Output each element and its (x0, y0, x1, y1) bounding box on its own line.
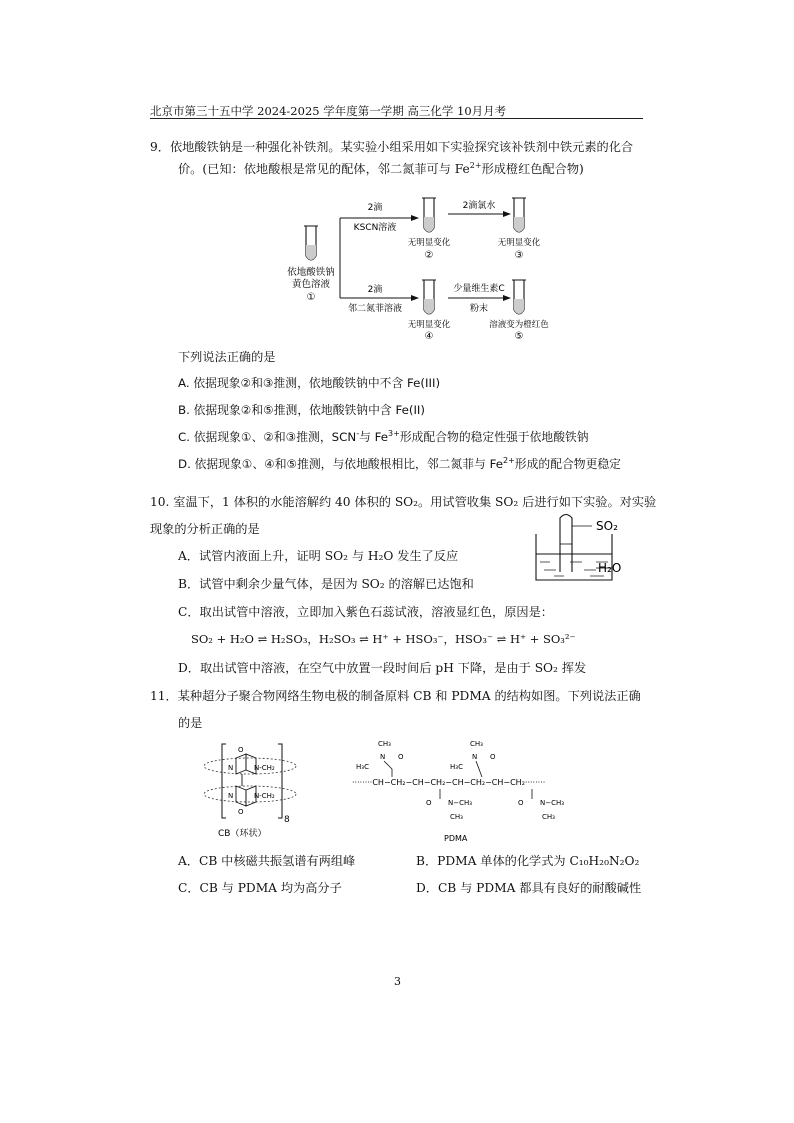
q9-option-b: B. 依据现象②和⑤推测，依地酸铁钠中含 Fe(II) (178, 403, 426, 417)
q9-stem-line2: 价。(已知：依地酸根是常见的配体，邻二氮菲可与 $Fe^{2+}$形成橙红色配合物) (178, 160, 584, 176)
pdma-structure-diagram (352, 733, 612, 845)
q10-stem-line1: 10. 室温下，1 体积的水能溶解约 40 体积的 SO₂。用试管收集 SO₂ 后进行如下实验。对实验 (150, 495, 657, 509)
svg-text:N: N (472, 753, 478, 761)
q11-stem-line2: 的是 (178, 716, 203, 730)
q11-stem-line1: 11．某种超分子聚合物网络生物电极的制备原料 CB 和 PDMA 的结构如图。下列说法正确 (150, 689, 641, 703)
svg-text:CH₃: CH₃ (542, 813, 555, 821)
t4-num: ④ (424, 331, 434, 340)
q10-option-c: C．取出试管中溶液，立即加入紫色石蕊试液，溶液显红色，原因是： (178, 605, 553, 619)
t2-label: 无明显变化 (407, 238, 451, 248)
so2-label: SO₂ (596, 519, 618, 533)
t4-label: 无明显变化 (407, 320, 451, 330)
q9-option-c: C. 依据现象①、②和③推测，SCN-与 $Fe^{3+}$形成配合物的稳定性强于依地酸铁钠 (178, 429, 589, 444)
q9-option-a: A. 依据现象②和③推测，依地酸铁钠中不含 Fe(III) (178, 376, 441, 390)
t5-num: ⑤ (514, 331, 524, 340)
h2o-label: H₂O (598, 561, 622, 575)
q10-equation: SO₂ + H₂O ⇌ H₂SO₃，H₂SO₃ ⇌ H⁺ + HSO₃⁻，HSO₃⁻ ⇌ H⁺ + SO₃²⁻ (191, 632, 576, 646)
svg-text:N−CH₃: N−CH₃ (448, 799, 473, 807)
cb-subscript: 8 (284, 815, 290, 825)
test-tube-5-icon (512, 280, 526, 314)
svg-text:CH₃: CH₃ (378, 740, 391, 748)
q10-so2-apparatus-diagram (530, 512, 630, 584)
bot-reagent-2: 邻二氮菲溶液 (347, 304, 403, 314)
svg-text:········CH−CH₂−CH−CH₂−CH−CH₂−C: ········CH−CH₂−CH−CH₂−CH−CH₂−CH−CH₂········ (352, 778, 546, 787)
svg-text:N: N (228, 764, 234, 772)
svg-text:CH₃: CH₃ (450, 813, 463, 821)
q11-option-b: B．PDMA 单体的化学式为 C₁₀H₂₀N₂O₂ (416, 854, 640, 868)
svg-text:N−CH₃: N−CH₃ (540, 799, 565, 807)
test-tube-1-icon (304, 226, 318, 260)
source-label-2: 黄色溶液 (291, 279, 331, 290)
q10-option-d: D．取出试管中溶液，在空气中放置一段时间后 pH 下降，是由于 SO₂ 挥发 (178, 661, 587, 675)
source-num: ① (306, 292, 316, 303)
test-tube-icon (560, 515, 572, 573)
svg-text:O: O (398, 753, 404, 761)
t3-label: 无明显变化 (497, 238, 541, 248)
svg-text:N-CH₂: N-CH₂ (254, 792, 275, 800)
t5-label: 溶液变为橙红色 (489, 320, 549, 330)
page-header: 北京市第三十五中学 2024-2025 学年度第一学期 高三化学 10月月考 (150, 104, 507, 118)
t3-num: ③ (514, 250, 524, 261)
cb-caption: CB（环状） (218, 829, 267, 839)
bot-reagent-1: 2滴 (367, 285, 383, 295)
header-divider (150, 118, 643, 119)
svg-text:O: O (490, 753, 496, 761)
q9-option-d: D. 依据现象①、④和⑤推测，与依地酸根相比，邻二氮菲与 $Fe^{2+}$形成的配合物更稳定 (178, 456, 621, 471)
svg-text:O: O (238, 808, 244, 816)
q10-option-a: A．试管内液面上升，证明 SO₂ 与 H₂O 发生了反应 (178, 549, 459, 563)
q9-stem-line1: 9．依地酸铁钠是一种强化补铁剂。某实验小组采用如下实验探究该补铁剂中铁元素的化合 (150, 140, 634, 154)
q10-option-b: B．试管中剩余少量气体，是因为 SO₂ 的溶解已达饱和 (178, 577, 474, 591)
page-number: 3 (394, 975, 401, 988)
top-reagent-1: 2滴 (367, 203, 383, 213)
svg-text:H₃C: H₃C (356, 763, 369, 771)
pdma-caption: PDMA (444, 834, 468, 843)
svg-text:N: N (228, 792, 234, 800)
q9-prompt: 下列说法正确的是 (178, 350, 276, 364)
test-tube-4-icon (422, 280, 436, 314)
q10-stem-line2: 现象的分析正确的是 (150, 522, 260, 536)
source-label-1: 依地酸铁钠 (287, 267, 335, 278)
svg-text:H₃C: H₃C (450, 763, 463, 771)
svg-text:N: N (380, 753, 386, 761)
q11-option-d: D．CB 与 PDMA 都具有良好的耐酸碱性 (416, 881, 642, 895)
svg-text:O: O (238, 746, 244, 754)
right-reagent-2: 粉末 (469, 304, 489, 314)
q11-option-a: A．CB 中核磁共振氢谱有两组峰 (178, 854, 356, 868)
svg-text:CH₃: CH₃ (470, 740, 483, 748)
cb-structure-diagram (198, 740, 308, 840)
svg-text:N-CH₂: N-CH₂ (254, 764, 275, 772)
mid-reagent: 2滴氯水 (462, 201, 496, 211)
test-tube-3-icon (512, 198, 526, 232)
test-tube-2-icon (422, 198, 436, 232)
svg-text:O: O (518, 799, 524, 807)
right-reagent-1: 少量维生素C (453, 284, 505, 294)
t2-num: ② (424, 250, 434, 261)
q9-experiment-diagram (270, 190, 570, 340)
q11-option-c: C．CB 与 PDMA 均为高分子 (178, 881, 342, 895)
svg-text:O: O (426, 799, 432, 807)
top-reagent-2: KSCN溶液 (353, 223, 397, 233)
